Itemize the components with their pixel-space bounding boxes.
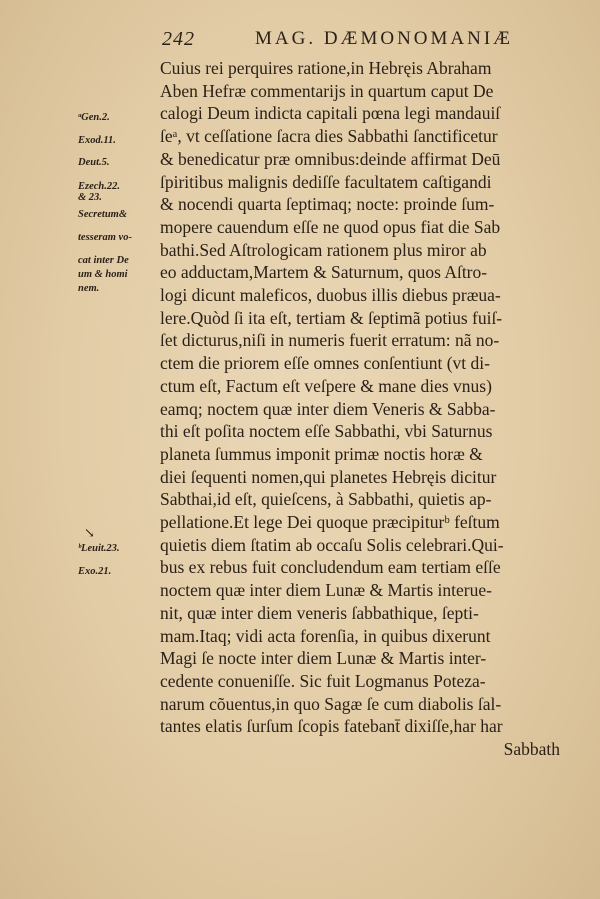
text-line: narum cõuentus,in quo Sagæ ſe cum diabolis ſal- <box>160 693 502 714</box>
text-line: planeta ſummus imponit primæ noctis horæ & <box>160 443 483 464</box>
margin-notes-group-a <box>78 107 132 296</box>
text-line: mam.Itaq; vidi acta forenſia, in quibus dixerunt <box>160 625 491 646</box>
text-line: noctem quæ inter diem Lunæ & Martis interue- <box>160 580 492 601</box>
text-line: Cuius rei perquires ratione,in Hebręis Abraham <box>160 58 492 78</box>
margin-note: nem. <box>78 282 100 294</box>
text-line: ſpiritibus malignis dediſſe facultatem caſtigandi <box>160 171 492 192</box>
margin-note: tesseram vo- <box>78 231 132 243</box>
text-line: eamq; noctem quæ inter diem Veneris & Sabba- <box>160 398 496 419</box>
text-line: & nocendi quarta ſeptimaq; nocte: proinde ſum- <box>160 194 495 215</box>
text-line: logi dicunt maleficos, duobus illis diebus præua- <box>160 285 501 306</box>
text-line: pellatione.Et lege Dei quoque præcipiturᵇ feſtum <box>160 512 500 533</box>
margin-note: um & homi <box>78 268 128 280</box>
running-head: MAG. DÆMONOMANIÆ <box>255 28 514 49</box>
text-line: tantes elatis ſurſum ſcopis fatebant̄ dixiſſe,har har <box>160 716 503 737</box>
margin-note: & 23. <box>78 192 102 204</box>
text-line: Magi ſe nocte inter diem Lunæ & Martis inter- <box>160 648 487 669</box>
text-line: mopere cauendum eſſe ne quod opus fiat die Sab <box>160 216 501 237</box>
margin-notes-group-b <box>78 538 120 583</box>
margin-note: Deut.5. <box>78 157 110 169</box>
stray-mark: ↘ <box>84 525 95 540</box>
text-line: bus ex rebus fuit concludendum eam tertiam eſſe <box>160 557 501 578</box>
margin-note: Ezech.22. <box>78 181 120 193</box>
text-line: & benedicatur præ omnibus:deinde affirmat Deū <box>160 148 501 169</box>
page-number: 242 <box>162 28 195 50</box>
text-line: bathi.Sed Aſtrologicam rationem plus miror ab <box>160 239 487 260</box>
text-line: calogi Deum indicta capitali pœna legi mandauiſ <box>160 103 501 124</box>
text-line: quietis diem ſtatim ab occaſu Solis celebrari.Qui- <box>160 534 504 555</box>
text-line: diei ſequenti nomen,qui planetes Hebręis dicitur <box>160 466 497 487</box>
margin-note: cat inter De <box>78 254 129 266</box>
margin-note: Exo.21. <box>78 565 112 577</box>
text-line: ctum eſt, Factum eſt veſpere & mane dies vnus) <box>160 375 492 396</box>
margin-note: Secretum& <box>78 209 127 221</box>
text-line: lere.Quòd ſi ita eſt, tertiam & ſeptimã potius fuiſ- <box>160 307 503 328</box>
text-line: thi eſt poſita noctem eſſe Sabbathi, vbi Saturnus <box>160 421 493 442</box>
text-line: ctem die priorem eſſe omnes conſentiunt (vt di- <box>160 353 490 374</box>
text-line: ſet dicturus,niſi in numeris fuerit erratum: nã no- <box>160 330 500 351</box>
margin-note: ᵇLeuit.23. <box>78 543 120 554</box>
text-line: cedente conueniſſe. Sic fuit Logmanus Poteza- <box>160 670 486 691</box>
text-line: Sabthai,id eſt, quieſcens, à Sabbathi, quietis ap- <box>160 489 492 510</box>
margin-note: Exod.11. <box>78 134 116 146</box>
text-line: eo adductam,Martem & Saturnum, quos Aſtro- <box>160 262 488 283</box>
catchword: Sabbath <box>503 739 560 760</box>
text-line: nit, quæ inter diem veneris ſabbathique, ſepti- <box>160 602 479 623</box>
body-text <box>160 57 585 761</box>
text-line: Aben Hefræ commentarijs in quartum caput De <box>160 80 494 101</box>
text-line: ſeᵃ, vt ceſſatione ſacra dies Sabbathi ſanctificetur <box>160 126 498 147</box>
margin-note: ᵃGen.2. <box>78 112 110 123</box>
